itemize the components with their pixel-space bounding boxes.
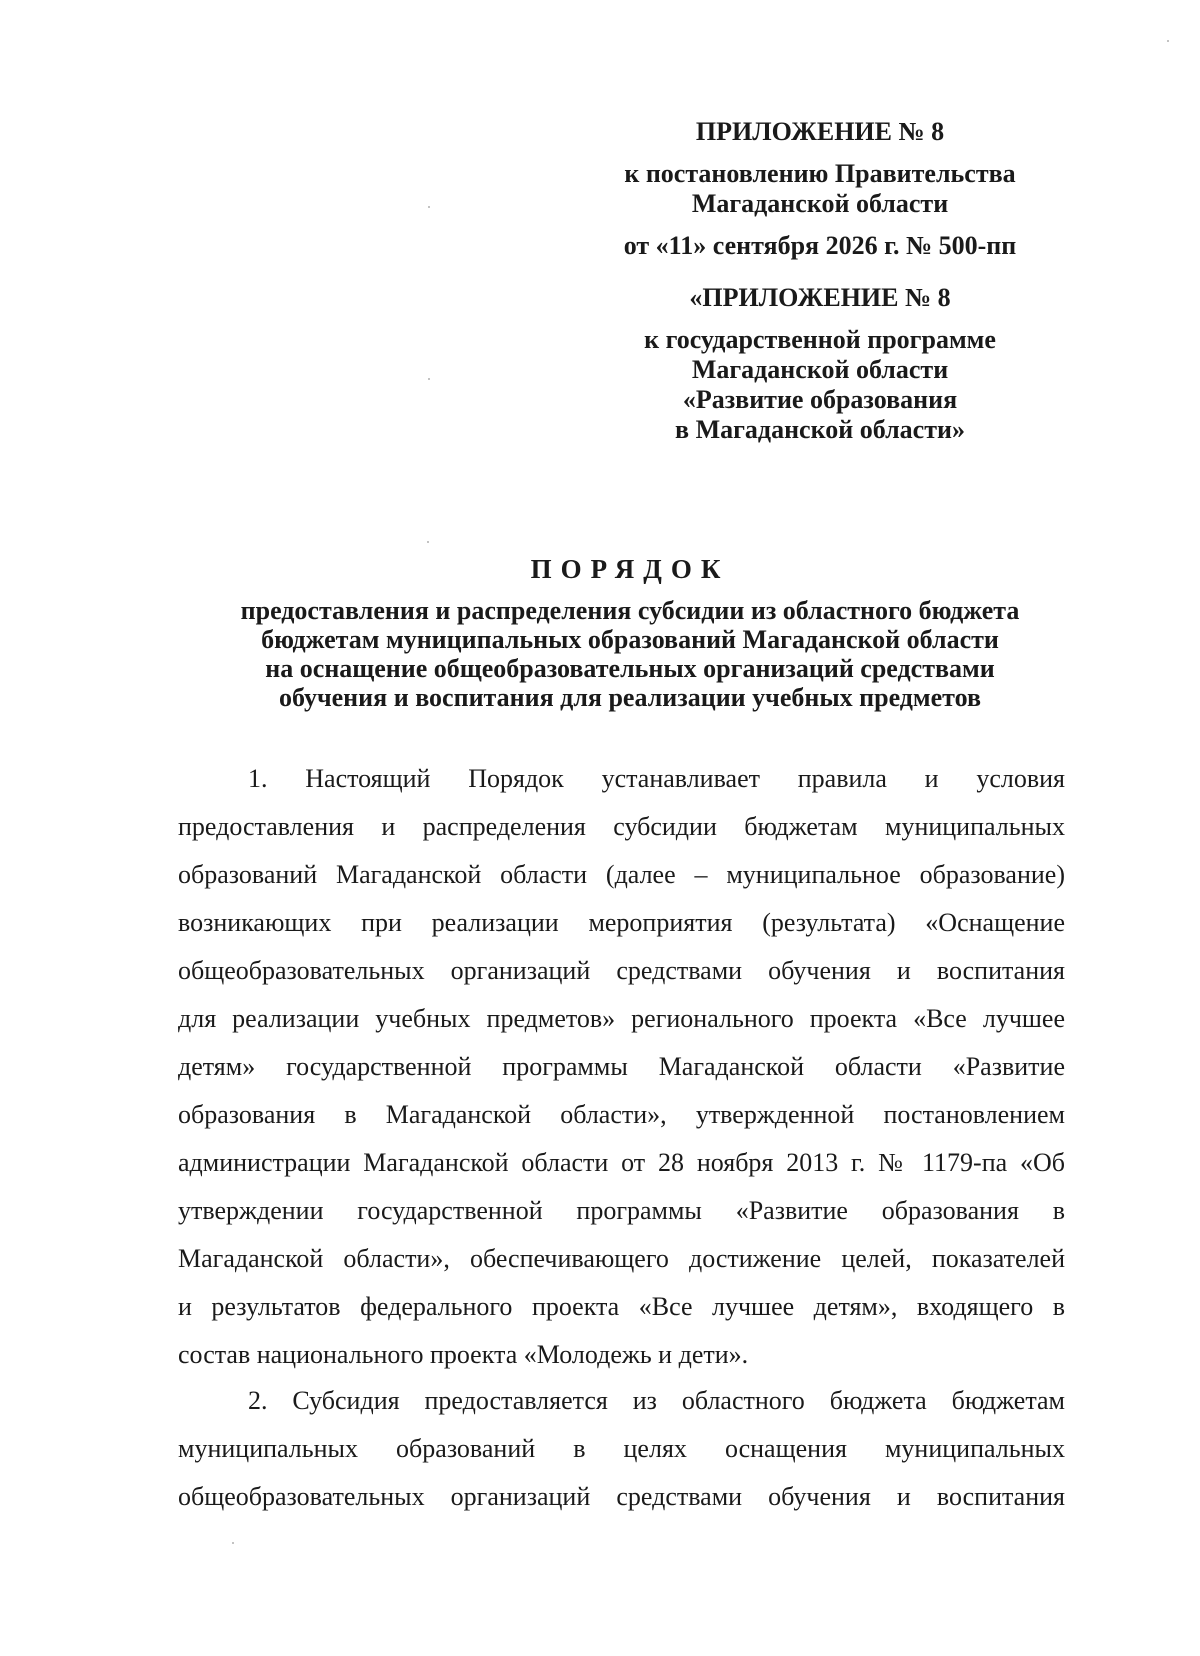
paragraph-line: 1. Настоящий Порядок устанавливает правила и условия (248, 764, 1065, 793)
document-title: ПОРЯДОК (530, 554, 730, 584)
paragraph-1 (178, 755, 1065, 1379)
paragraph-line: администрации Магаданской области от 28 ноября 2013 г. № 1179-па «Об (178, 1148, 1065, 1177)
paragraph-line: утверждении государственной программы «Развитие образования в (178, 1196, 1065, 1225)
appendix-title: «ПРИЛОЖЕНИЕ № 8 (689, 283, 951, 312)
paragraph-line: возникающих при реализации мероприятия (результата) «Оснащение (178, 908, 1065, 937)
paragraph-line: общеобразовательных организаций средствами обучения и воспитания (178, 1482, 1065, 1511)
scan-speck (428, 378, 430, 380)
scan-speck (232, 1542, 234, 1544)
paragraph-line: общеобразовательных организаций средствами обучения и воспитания (178, 956, 1065, 985)
appendix-line: Магаданской области (691, 355, 949, 384)
scan-speck (1167, 40, 1169, 42)
subtitle-line: предоставления и распределения субсидии из областного бюджета (240, 596, 1020, 625)
subtitle-line: на оснащение общеобразовательных организаций средствами (265, 654, 995, 683)
paragraph-line: для реализации учебных предметов» регионального проекта «Все лучшее (178, 1004, 1065, 1033)
scan-speck (427, 541, 429, 543)
paragraph-line: образований Магаданской области (далее – муниципальное образование) (178, 860, 1065, 889)
paragraph-line: состав национального проекта «Молодежь и дети». (178, 1340, 749, 1369)
subtitle-line: обучения и воспитания для реализации учебных предметов (278, 683, 982, 712)
appendix-header-program (560, 283, 1080, 445)
paragraph-line: образования в Магаданской области», утвержденной постановлением (178, 1100, 1065, 1129)
paragraph-line: муниципальных образований в целях оснащения муниципальных (178, 1434, 1065, 1463)
paragraph-2 (178, 1377, 1065, 1521)
paragraph-line: детям» государственной программы Магаданской области «Развитие (178, 1052, 1065, 1081)
appendix-title: ПРИЛОЖЕНИЕ № 8 (695, 117, 945, 146)
appendix-date-line: от «11» сентября 2026 г. № 500-пп (623, 231, 1017, 260)
appendix-line: к государственной программе (644, 325, 996, 354)
appendix-line: Магаданской области (691, 189, 949, 218)
appendix-line: «Развитие образования (682, 385, 958, 414)
paragraph-line: 2. Субсидия предоставляется из областного бюджета бюджетам (248, 1386, 1065, 1415)
paragraph-line: предоставления и распределения субсидии бюджетам муниципальных (178, 812, 1065, 841)
scan-speck (428, 206, 430, 208)
document-subtitle (170, 596, 1090, 712)
appendix-header-resolution (560, 117, 1080, 261)
paragraph-line: и результатов федерального проекта «Все лучшее детям», входящего в (178, 1292, 1065, 1321)
paragraph-line: Магаданской области», обеспечивающего достижение целей, показателей (178, 1244, 1065, 1273)
appendix-line: к постановлению Правительства (624, 159, 1016, 188)
appendix-line: в Магаданской области» (675, 415, 965, 444)
subtitle-line: бюджетам муниципальных образований Магаданской области (261, 625, 999, 654)
